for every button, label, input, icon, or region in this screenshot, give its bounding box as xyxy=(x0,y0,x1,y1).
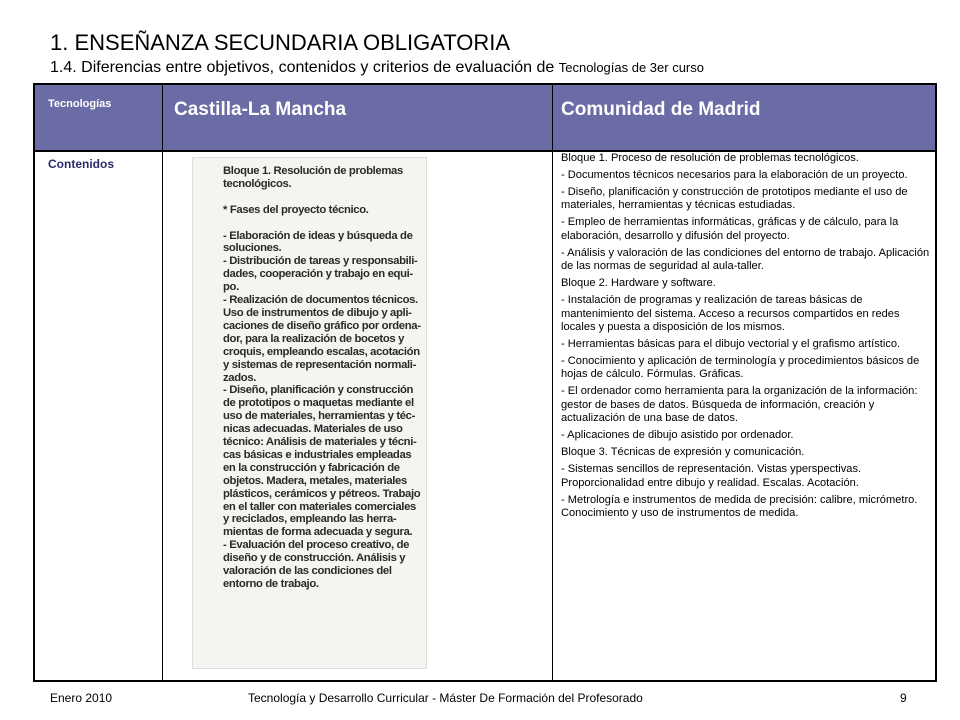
castilla-line: dades, cooperación y trabajo en equi- xyxy=(223,268,413,281)
madrid-paragraph: - Análisis y valoración de las condiciones del entorno de trabajo. Aplicación de las normas de seguridad al aula-taller. xyxy=(561,246,930,273)
madrid-paragraph: Bloque 1. Proceso de resolución de problemas tecnológicos. xyxy=(561,152,859,164)
madrid-paragraph: - Instalación de programas y realización de tareas básicas de mantenimiento del sistema. Acceso a recursos compartidos en redes locales y puesta a disposición de los mismos. xyxy=(561,294,900,334)
castilla-line: - Diseño, planificación y construcción xyxy=(223,384,414,397)
castilla-line: de prototipos o maquetas mediante el xyxy=(223,397,414,410)
castilla-line: - Realización de documentos técnicos. xyxy=(223,294,418,307)
madrid-paragraph: - Empleo de herramientas informáticas, gráficas y de cálculo, para la elaboración, desarrollo y difusión del proyecto. xyxy=(561,216,899,242)
castilla-line: en la construcción y fabricación de xyxy=(223,461,400,474)
castilla-line: - Evaluación del proceso creativo, de xyxy=(223,539,410,552)
subtitle-main: 1.4. Diferencias entre objetivos, contenidos y criterios de evaluación de xyxy=(50,59,555,76)
castilla-line: y reciclados, empleando las herra- xyxy=(223,513,397,526)
castilla-line: uso de materiales, herramientas y téc- xyxy=(223,410,416,423)
castilla-line: nicas adecuadas. Materiales de uso xyxy=(223,423,403,436)
madrid-paragraph: - Diseño, planificación y construcción de prototipos mediante el uso de materiales, herramientas y técnicas estudiadas. xyxy=(561,186,908,212)
castilla-line: Bloque 1. Resolución de problemas xyxy=(223,165,403,177)
castilla-line: plásticos, cerámicos y pétreos. Trabajo xyxy=(223,487,421,500)
footer-center-text: Tecnología y Desarrollo Curricular - Máster De Formación del Profesorado xyxy=(248,691,643,705)
column-divider-1 xyxy=(162,85,163,680)
header-comunidad-de-madrid: Comunidad de Madrid xyxy=(561,99,761,120)
castilla-line xyxy=(223,191,420,204)
header-castilla-la-mancha: Castilla-La Mancha xyxy=(174,99,347,120)
madrid-contents xyxy=(561,152,931,524)
row-label-contenidos: Contenidos xyxy=(48,157,114,171)
table-header-row xyxy=(35,85,935,150)
castilla-line: croquis, empleando escalas, acotación xyxy=(223,345,420,358)
castilla-line: valoración de las condiciones del xyxy=(223,565,392,578)
madrid-paragraph: - Aplicaciones de dibujo asistido por ordenador. xyxy=(561,429,794,442)
castilla-line: - Elaboración de ideas y búsqueda de xyxy=(223,229,413,242)
castilla-line: en el taller con materiales comerciales xyxy=(223,500,416,513)
madrid-paragraph: - Conocimiento y aplicación de terminología y procedimientos básicos de hojas de cálculo. Fórmulas. Gráficas. xyxy=(561,355,920,381)
footer-date: Enero 2010 xyxy=(50,691,113,705)
castilla-contents-image xyxy=(192,157,427,669)
footer-page-number: 9 xyxy=(900,691,907,705)
castilla-line xyxy=(223,217,420,230)
castilla-line: dor, para la realización de bocetos y xyxy=(223,332,405,345)
castilla-line: entorno de trabajo. xyxy=(223,578,319,590)
castilla-line: - Distribución de tareas y responsabili- xyxy=(223,255,418,268)
castilla-line: objetos. Madera, metales, materiales xyxy=(223,474,407,487)
castilla-line: * Fases del proyecto técnico. xyxy=(223,203,369,216)
column-divider-2 xyxy=(552,85,553,680)
castilla-line: mientas de forma adecuada y segura. xyxy=(223,526,413,539)
castilla-line: técnico: Análisis de materiales y técni- xyxy=(223,436,417,449)
castilla-line: diseño y de construcción. Análisis y xyxy=(223,552,406,565)
slide-subtitle xyxy=(50,58,704,78)
castilla-line: zados. xyxy=(223,371,257,384)
madrid-paragraph: - El ordenador como herramienta para la organización de la información: gestor de bases de datos. Búsqueda de información, creación y actualización de una base de datos. xyxy=(561,385,918,425)
header-tecnologias: Tecnologías xyxy=(48,98,112,110)
castilla-line: Uso de instrumentos de dibujo y apli- xyxy=(223,306,412,319)
slide-title: 1. ENSEÑANZA SECUNDARIA OBLIGATORIA xyxy=(50,30,511,55)
madrid-paragraph: - Metrología e instrumentos de medida de precisión: calibre, micrómetro. Conocimiento y uso de instrumentos de medida. xyxy=(561,493,918,520)
castilla-line: po. xyxy=(223,281,239,294)
comparison-table xyxy=(33,83,937,682)
madrid-paragraph: Bloque 3. Técnicas de expresión y comunicación. xyxy=(561,446,805,459)
castilla-line: cas básicas e industriales empleadas xyxy=(223,448,412,461)
castilla-line: tecnológicos. xyxy=(223,177,292,190)
madrid-paragraph: - Herramientas básicas para el dibujo vectorial y el grafismo artístico. xyxy=(561,338,901,351)
madrid-paragraph: Bloque 2. Hardware y software. xyxy=(561,277,716,290)
castilla-line: soluciones. xyxy=(223,242,282,255)
madrid-paragraph: - Sistemas sencillos de representación. Vistas yperspectivas. Proporcionalidad entre dibujo y realidad. Escalas. Acotación. xyxy=(561,463,862,489)
castilla-line: caciones de diseño gráfico por ordena- xyxy=(223,319,421,332)
subtitle-small: Tecnologías de 3er curso xyxy=(558,60,704,75)
madrid-paragraph: - Documentos técnicos necesarios para la elaboración de un proyecto. xyxy=(561,169,908,181)
castilla-line: y sistemas de representación normali- xyxy=(223,358,416,371)
